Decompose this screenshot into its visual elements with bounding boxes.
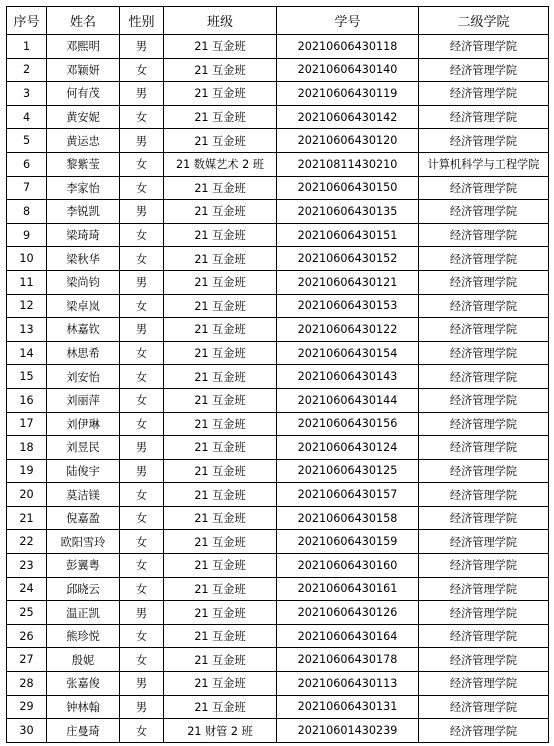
header-name: 姓名 [47,7,120,35]
cell-student-id: 20210606430124 [277,436,419,460]
cell-name: 倪嘉盈 [47,506,120,530]
cell-no: 16 [7,388,47,412]
cell-class: 21 互金班 [164,601,277,625]
cell-no: 8 [7,200,47,224]
cell-class: 21 互金班 [164,483,277,507]
cell-class: 21 互金班 [164,459,277,483]
cell-class: 21 互金班 [164,506,277,530]
cell-name: 庄曼琦 [47,719,120,743]
table-row [7,412,549,436]
cell-gender: 女 [120,554,164,578]
table-row [7,672,549,696]
cell-gender: 女 [120,530,164,554]
cell-class: 21 互金班 [164,624,277,648]
cell-gender: 男 [120,82,164,106]
cell-college: 经济管理学院 [419,577,549,601]
cell-gender: 女 [120,152,164,176]
cell-gender: 女 [120,105,164,129]
cell-name: 李家怡 [47,176,120,200]
cell-class: 21 数媒艺术 2 班 [164,152,277,176]
cell-student-id: 20210606430118 [277,35,419,59]
cell-no: 7 [7,176,47,200]
cell-college: 经济管理学院 [419,695,549,719]
cell-name: 钟林翰 [47,695,120,719]
cell-student-id: 20210606430113 [277,672,419,696]
cell-no: 20 [7,483,47,507]
table-row [7,58,549,82]
cell-name: 刘伊琳 [47,412,120,436]
table-row [7,506,549,530]
cell-student-id: 20210606430164 [277,624,419,648]
cell-gender: 女 [120,483,164,507]
cell-student-id: 20210606430154 [277,341,419,365]
cell-no: 9 [7,223,47,247]
cell-name: 彭翼粤 [47,554,120,578]
cell-college: 经济管理学院 [419,270,549,294]
cell-college: 经济管理学院 [419,129,549,153]
cell-class: 21 财管 2 班 [164,719,277,743]
cell-student-id: 20210606430125 [277,459,419,483]
table-row [7,294,549,318]
cell-college: 经济管理学院 [419,624,549,648]
cell-student-id: 20210606430119 [277,82,419,106]
cell-class: 21 互金班 [164,35,277,59]
cell-no: 6 [7,152,47,176]
cell-college: 经济管理学院 [419,506,549,530]
cell-student-id: 20210606430120 [277,129,419,153]
cell-gender: 男 [120,318,164,342]
cell-no: 28 [7,672,47,696]
cell-no: 1 [7,35,47,59]
cell-no: 25 [7,601,47,625]
cell-no: 5 [7,129,47,153]
cell-student-id: 20210606430156 [277,412,419,436]
cell-student-id: 20210601430239 [277,719,419,743]
cell-class: 21 互金班 [164,436,277,460]
cell-no: 10 [7,247,47,271]
cell-college: 经济管理学院 [419,436,549,460]
cell-college: 经济管理学院 [419,459,549,483]
cell-class: 21 互金班 [164,129,277,153]
cell-student-id: 20210606430178 [277,648,419,672]
cell-gender: 男 [120,695,164,719]
cell-no: 3 [7,82,47,106]
cell-name: 邓颖妍 [47,58,120,82]
cell-name: 熊珍悦 [47,624,120,648]
cell-student-id: 20210606430140 [277,58,419,82]
table-row [7,365,549,389]
cell-no: 27 [7,648,47,672]
cell-name: 何有茂 [47,82,120,106]
cell-no: 17 [7,412,47,436]
cell-class: 21 互金班 [164,412,277,436]
cell-college: 经济管理学院 [419,294,549,318]
cell-class: 21 互金班 [164,577,277,601]
cell-class: 21 互金班 [164,200,277,224]
cell-college: 经济管理学院 [419,105,549,129]
cell-college: 经济管理学院 [419,530,549,554]
table-row [7,459,549,483]
table-row [7,695,549,719]
cell-gender: 女 [120,577,164,601]
cell-gender: 女 [120,294,164,318]
cell-class: 21 互金班 [164,247,277,271]
cell-college: 经济管理学院 [419,200,549,224]
cell-name: 刘丽萍 [47,388,120,412]
cell-name: 梁琦琦 [47,223,120,247]
cell-class: 21 互金班 [164,223,277,247]
cell-class: 21 互金班 [164,105,277,129]
table-row [7,624,549,648]
cell-no: 11 [7,270,47,294]
cell-class: 21 互金班 [164,294,277,318]
cell-no: 24 [7,577,47,601]
cell-college: 经济管理学院 [419,412,549,436]
table-row [7,577,549,601]
cell-no: 15 [7,365,47,389]
header-no: 序号 [7,7,47,35]
cell-student-id: 20210811430210 [277,152,419,176]
cell-no: 19 [7,459,47,483]
cell-student-id: 20210606430158 [277,506,419,530]
cell-college: 经济管理学院 [419,483,549,507]
table-row [7,436,549,460]
cell-college: 经济管理学院 [419,318,549,342]
table-row [7,247,549,271]
table-row [7,82,549,106]
table-row [7,648,549,672]
cell-gender: 男 [120,601,164,625]
cell-class: 21 互金班 [164,554,277,578]
cell-college: 经济管理学院 [419,247,549,271]
cell-no: 18 [7,436,47,460]
cell-class: 21 互金班 [164,58,277,82]
table-row [7,200,549,224]
cell-gender: 女 [120,223,164,247]
cell-gender: 女 [120,624,164,648]
cell-class: 21 互金班 [164,648,277,672]
cell-class: 21 互金班 [164,672,277,696]
cell-name: 陆俊宇 [47,459,120,483]
cell-college: 经济管理学院 [419,719,549,743]
cell-class: 21 互金班 [164,270,277,294]
cell-gender: 女 [120,648,164,672]
cell-college: 经济管理学院 [419,176,549,200]
header-college: 二级学院 [419,7,549,35]
cell-name: 刘昱民 [47,436,120,460]
table-row [7,129,549,153]
cell-name: 欧阳雪玲 [47,530,120,554]
cell-student-id: 20210606430142 [277,105,419,129]
cell-class: 21 互金班 [164,176,277,200]
cell-name: 邱晓云 [47,577,120,601]
table-body [7,35,549,743]
cell-student-id: 20210606430159 [277,530,419,554]
cell-student-id: 20210606430160 [277,554,419,578]
cell-name: 邓熙明 [47,35,120,59]
cell-college: 经济管理学院 [419,35,549,59]
cell-college: 计算机科学与工程学院 [419,152,549,176]
table-row [7,719,549,743]
cell-name: 林嘉钦 [47,318,120,342]
cell-student-id: 20210606430131 [277,695,419,719]
table-row [7,554,549,578]
cell-student-id: 20210606430126 [277,601,419,625]
cell-name: 黄安妮 [47,105,120,129]
cell-gender: 女 [120,388,164,412]
cell-gender: 女 [120,58,164,82]
cell-college: 经济管理学院 [419,554,549,578]
cell-no: 12 [7,294,47,318]
cell-no: 13 [7,318,47,342]
cell-gender: 男 [120,436,164,460]
table-row [7,530,549,554]
header-row [7,7,549,35]
cell-student-id: 20210606430122 [277,318,419,342]
cell-no: 23 [7,554,47,578]
cell-class: 21 互金班 [164,341,277,365]
cell-gender: 女 [120,365,164,389]
cell-no: 30 [7,719,47,743]
cell-student-id: 20210606430157 [277,483,419,507]
table-row [7,176,549,200]
cell-college: 经济管理学院 [419,601,549,625]
cell-name: 梁卓岚 [47,294,120,318]
cell-name: 李锐凯 [47,200,120,224]
cell-student-id: 20210606430153 [277,294,419,318]
cell-no: 4 [7,105,47,129]
cell-student-id: 20210606430151 [277,223,419,247]
table-row [7,388,549,412]
cell-gender: 女 [120,341,164,365]
header-gender: 性别 [120,7,164,35]
cell-class: 21 互金班 [164,388,277,412]
cell-student-id: 20210606430152 [277,247,419,271]
table-row [7,152,549,176]
cell-name: 黎紫莹 [47,152,120,176]
cell-class: 21 互金班 [164,318,277,342]
cell-gender: 男 [120,270,164,294]
cell-name: 梁秋华 [47,247,120,271]
cell-gender: 男 [120,672,164,696]
cell-no: 26 [7,624,47,648]
header-class: 班级 [164,7,277,35]
table-row [7,35,549,59]
cell-college: 经济管理学院 [419,82,549,106]
cell-gender: 男 [120,459,164,483]
cell-student-id: 20210606430121 [277,270,419,294]
header-student-id: 学号 [277,7,419,35]
cell-college: 经济管理学院 [419,58,549,82]
cell-student-id: 20210606430143 [277,365,419,389]
cell-gender: 女 [120,412,164,436]
cell-no: 29 [7,695,47,719]
cell-student-id: 20210606430144 [277,388,419,412]
table-row [7,341,549,365]
cell-gender: 女 [120,176,164,200]
cell-college: 经济管理学院 [419,648,549,672]
cell-gender: 男 [120,35,164,59]
cell-name: 黄运忠 [47,129,120,153]
cell-student-id: 20210606430135 [277,200,419,224]
cell-gender: 男 [120,129,164,153]
table-row [7,105,549,129]
cell-college: 经济管理学院 [419,365,549,389]
cell-gender: 女 [120,247,164,271]
cell-name: 刘安怡 [47,365,120,389]
cell-no: 2 [7,58,47,82]
cell-name: 温正凯 [47,601,120,625]
cell-college: 经济管理学院 [419,223,549,247]
cell-class: 21 互金班 [164,695,277,719]
cell-no: 22 [7,530,47,554]
cell-college: 经济管理学院 [419,341,549,365]
cell-no: 14 [7,341,47,365]
cell-name: 莫洁镁 [47,483,120,507]
cell-college: 经济管理学院 [419,388,549,412]
cell-no: 21 [7,506,47,530]
table-header [7,7,549,35]
cell-gender: 男 [120,200,164,224]
cell-name: 林思希 [47,341,120,365]
table-row [7,270,549,294]
student-table [6,6,549,743]
cell-student-id: 20210606430161 [277,577,419,601]
cell-class: 21 互金班 [164,82,277,106]
table-row [7,601,549,625]
cell-class: 21 互金班 [164,530,277,554]
table-row [7,483,549,507]
cell-gender: 女 [120,506,164,530]
cell-class: 21 互金班 [164,365,277,389]
table-row [7,318,549,342]
cell-student-id: 20210606430150 [277,176,419,200]
cell-college: 经济管理学院 [419,672,549,696]
cell-name: 梁尚钧 [47,270,120,294]
cell-name: 张嘉俊 [47,672,120,696]
cell-gender: 女 [120,719,164,743]
cell-name: 殷妮 [47,648,120,672]
table-row [7,223,549,247]
